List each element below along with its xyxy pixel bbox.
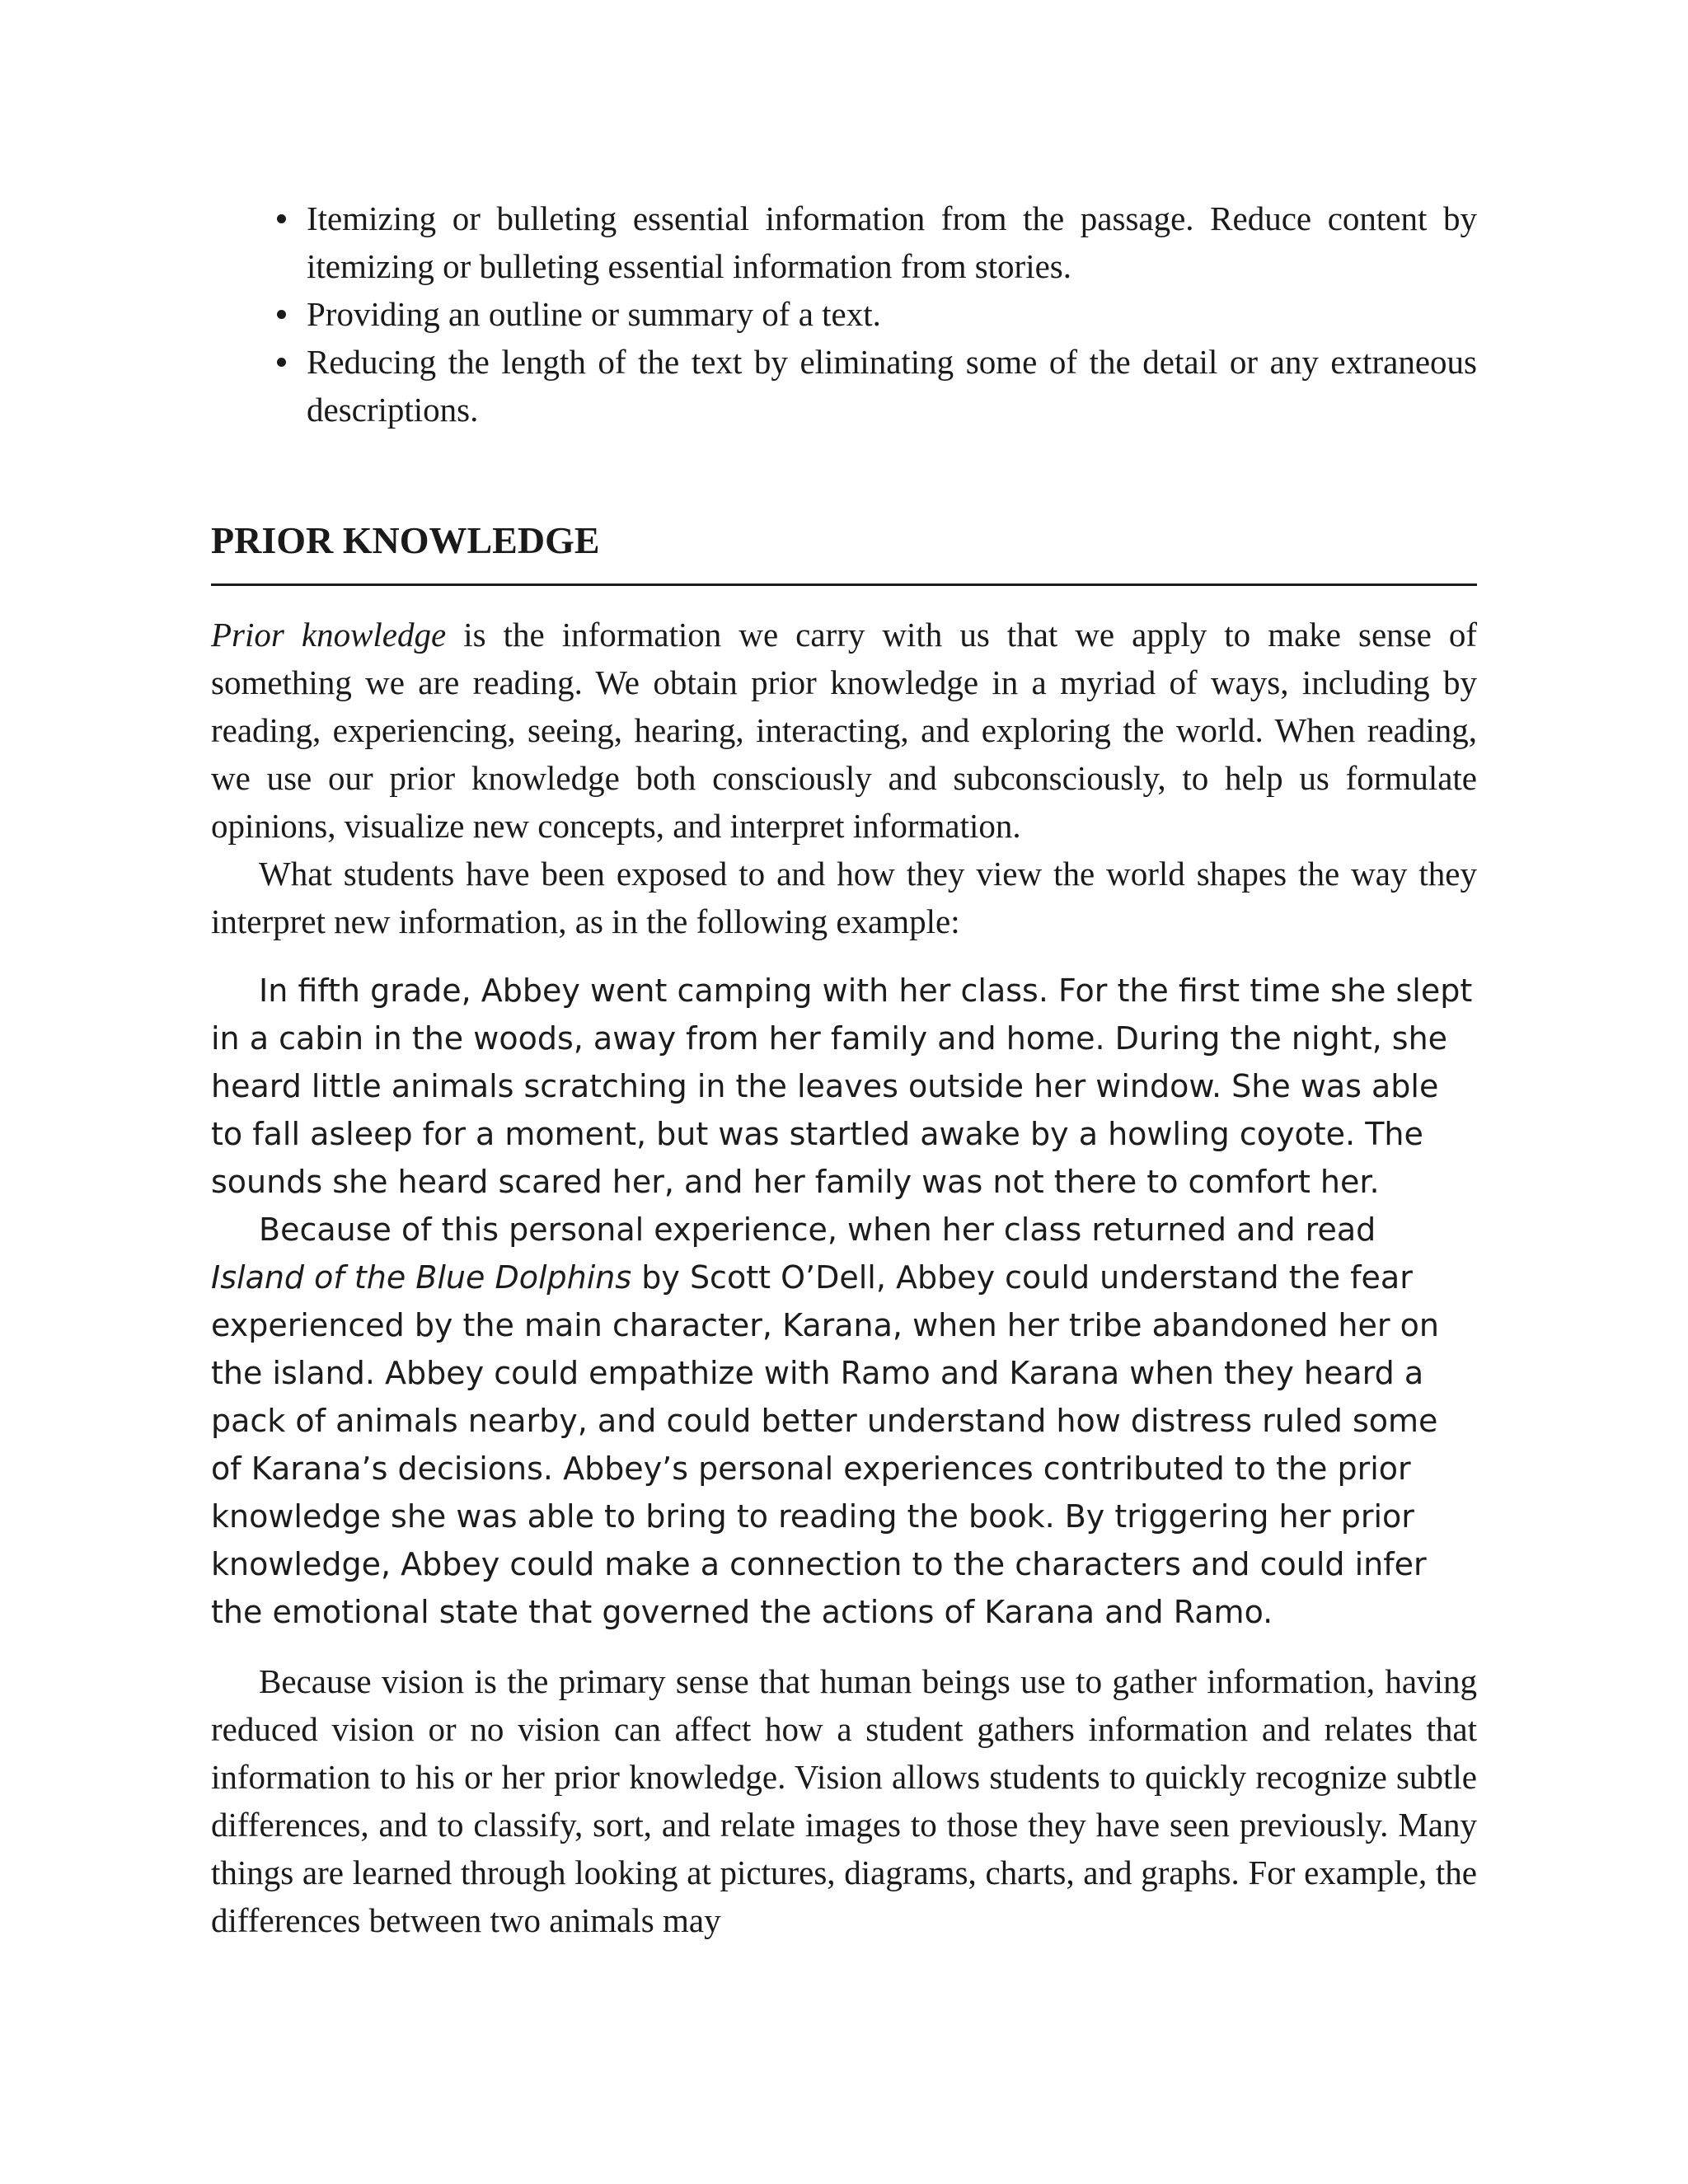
example-paragraph: In fifth grade, Abbey went camping with her class. For the first time she slept in a cabin in the woods, away from her family and home. During the night, she heard little animals scratching in the leaves outside her window. She was able to fall asleep for a moment, but was startled awake by a howling coyote. The sounds she heard scared her, and her family was not there to comfort her. bbox=[211, 972, 1473, 1200]
book-title: Island of the Blue Dolphins bbox=[211, 1259, 632, 1296]
document-page bbox=[211, 194, 1477, 1944]
strategy-bullet-list bbox=[211, 194, 1477, 434]
example-paragraph bbox=[211, 1206, 1477, 1636]
bullet-item: Reducing the length of the text by eliminating some of the detail or any extraneous descriptions. bbox=[211, 338, 1477, 434]
definition-text: is the information we carry with us that we apply to make sense of something we are reading. We obtain prior knowledge in a myriad of ways, including by reading, experiencing, seeing, hearing, interacting, and exploring the world. When reading, we use our prior knowledge both consciously and subconsciously, to help us formulate opinions, visualize new concepts, and interpret information. bbox=[211, 616, 1478, 845]
bullet-item: Itemizing or bulleting essential information from the passage. Reduce content by itemizing or bulleting essential information from stories. bbox=[211, 194, 1477, 290]
section-heading: PRIOR KNOWLEDGE bbox=[211, 518, 1477, 586]
example-extract bbox=[211, 967, 1477, 1636]
intro-paragraph: What students have been exposed to and how they view the world shapes the way they interpret new information, as in the following example: bbox=[211, 855, 1477, 940]
prior-knowledge-definition bbox=[211, 611, 1477, 850]
bullet-item: Providing an outline or summary of a text. bbox=[211, 290, 1477, 338]
vision-paragraph: Because vision is the primary sense that human beings use to gather information, having reduced vision or no vision can affect how a student gathers information and relates that information to his or her prior knowledge. Vision allows students to quickly recognize subtle differences, and to classify, sort, and relate images to those they have seen previously. Many things are learned through looking at pictures, diagrams, charts, and graphs. For example, the differences between two animals may bbox=[211, 1662, 1477, 1939]
example-text: by Scott O’Dell, Abbey could understand the fear experienced by the main character, Karana, when her tribe abandoned her on the island. Abbey could empathize with Ramo and Karana when they heard a pack of animals nearby, and could better understand how distress ruled some of Karana’s decisions. Abbey’s personal experiences contributed to the prior knowledge she was able to bring to reading the book. By triggering her prior knowledge, Abbey could make a connection to the characters and could infer the emotional state that governed the actions of Karana and Ramo. bbox=[211, 1259, 1439, 1630]
example-text: Because of this personal experience, when her class returned and read bbox=[259, 1212, 1376, 1248]
defined-term: Prior knowledge bbox=[211, 616, 447, 654]
